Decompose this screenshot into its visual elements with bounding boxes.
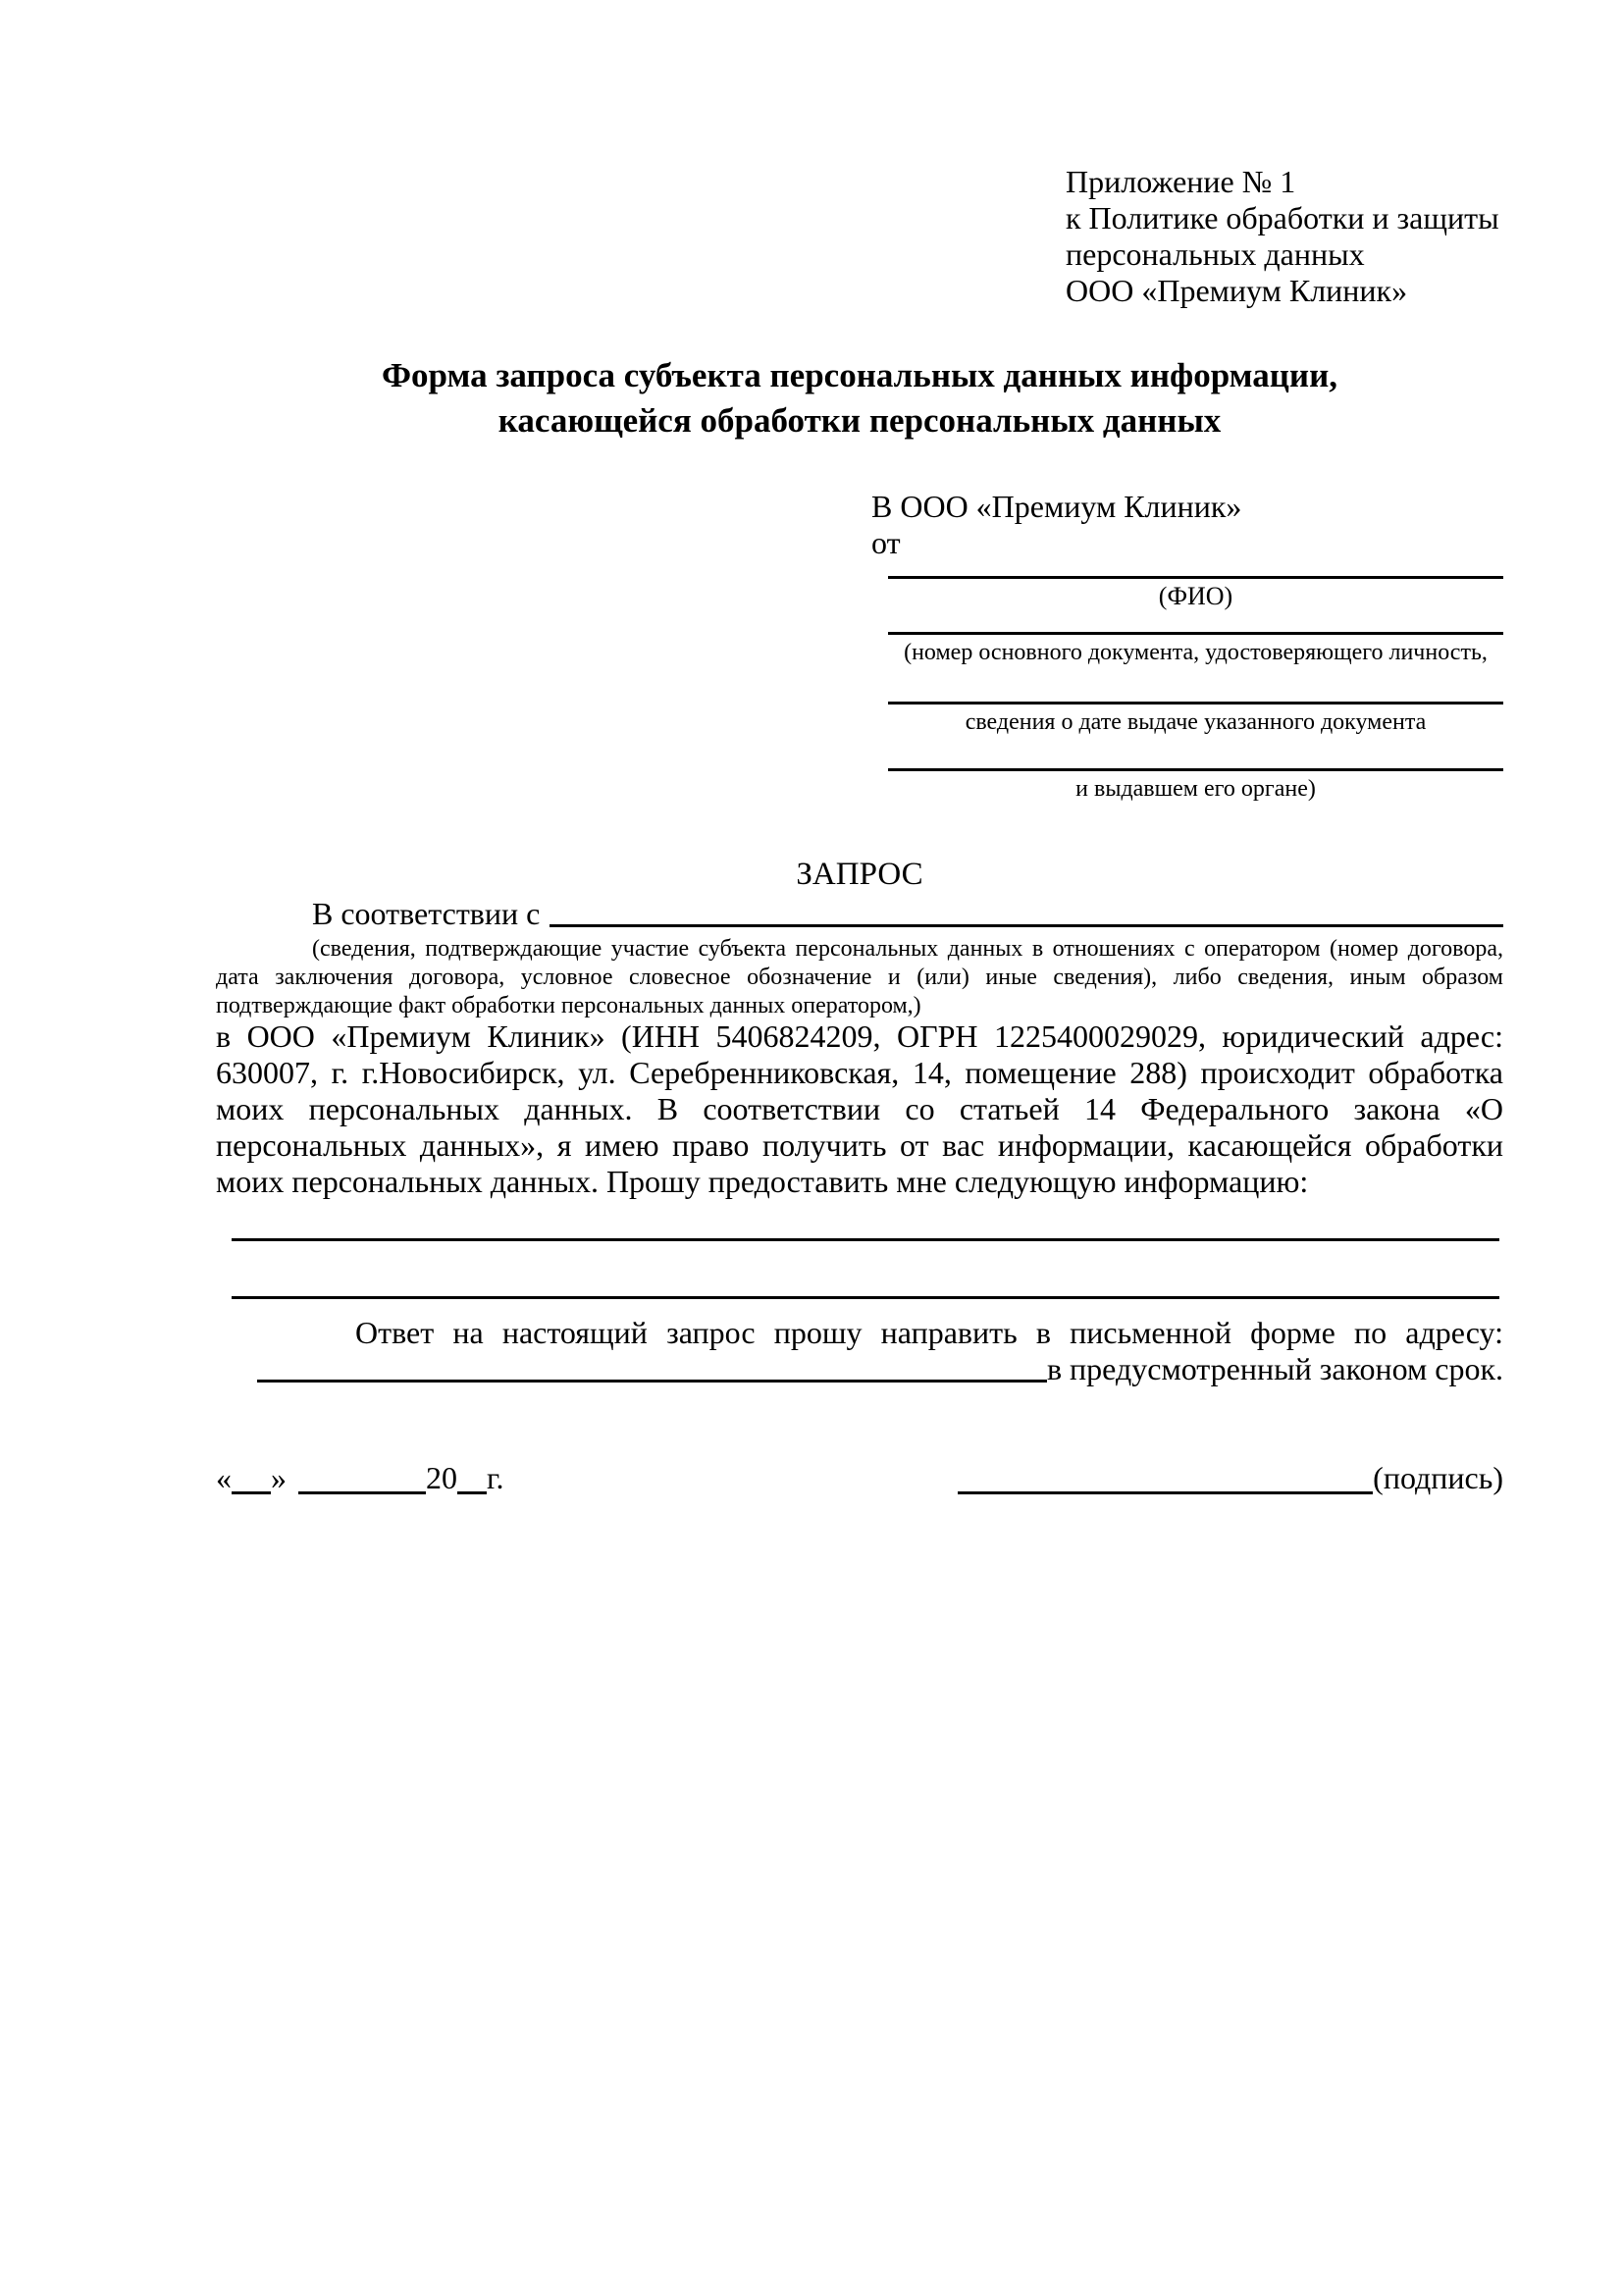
issue-date-caption: сведения о дате выдаче указанного документа	[965, 709, 1427, 735]
info-blank-line-1	[232, 1224, 1499, 1241]
recipient-to: В ООО «Премиум Клиник»	[871, 489, 1242, 524]
basis-row	[216, 895, 1503, 932]
appendix-line: Приложение № 1	[1066, 164, 1296, 199]
reply-suffix: в предусмотренный законом срок.	[1046, 1351, 1503, 1386]
form-title-line: касающейся обработки персональных данных	[497, 401, 1222, 440]
appendix-line: к Политике обработки и защиты	[1066, 200, 1499, 235]
basis-footnote: (сведения, подтверждающие участие субъекта персональных данных в отношениях с оператором (номер договора, дата заключения договора, условное словесное обозначение и (или) иные сведения), либо сведения, иным образом подтверждающие факт обработки персональных данных оператором,)	[216, 936, 1503, 1018]
request-body: в ООО «Премиум Клиник» (ИНН 5406824209, ОГРН 1225400029029, юридический адрес: 630007, г. г.Новосибирск, ул. Серебренниковская, 14, помещение 288) происходит обработка моих персональных данных. В соответствии со статьей 14 Федерального закона «О персональных данных», я имею право получить от вас информации, касающейся обработки моих персональных данных. Прошу предоставить мне следующую информацию:	[216, 1018, 1503, 1199]
document-number-blank-line	[888, 617, 1503, 635]
signature-blank-line	[958, 1491, 1373, 1494]
fio-caption: (ФИО)	[1158, 582, 1233, 610]
basis-label: В соответствии с	[312, 896, 541, 931]
year-label: 20	[426, 1460, 457, 1495]
document-number-caption: (номер основного документа, удостоверяющего личность,	[904, 640, 1488, 665]
year-suffix: г.	[487, 1460, 504, 1495]
signature-caption: (подпись)	[1373, 1460, 1503, 1495]
footer-row	[216, 1459, 1503, 1496]
appendix-line: ООО «Премиум Клиник»	[1066, 273, 1408, 308]
issuing-authority-caption: и выдавшем его органе)	[1075, 776, 1316, 802]
form-title	[216, 353, 1503, 444]
signature-field	[958, 1459, 1503, 1496]
date-month-blank	[298, 1491, 426, 1494]
reply-address-row	[257, 1350, 1503, 1387]
address-blank-line	[257, 1350, 1047, 1383]
appendix-line: персональных данных	[1066, 236, 1365, 272]
request-heading: ЗАПРОС	[796, 857, 923, 892]
date-year-blank	[457, 1491, 487, 1494]
basis-blank-line	[550, 895, 1503, 927]
quote-open: «	[216, 1460, 232, 1495]
info-blank-line-2	[232, 1281, 1499, 1299]
fio-blank-line	[888, 561, 1503, 579]
recipient-from-label: от	[871, 525, 901, 560]
issue-date-blank-line	[888, 687, 1503, 704]
date-day-blank	[232, 1491, 271, 1494]
quote-close: »	[271, 1460, 287, 1495]
appendix-header	[1066, 164, 1499, 309]
issuing-authority-blank-line	[888, 754, 1503, 771]
date-field	[216, 1459, 504, 1496]
reply-intro: Ответ на настоящий запрос прошу направить в письменной форме по адресу:	[355, 1315, 1503, 1350]
form-title-line: Форма запроса субъекта персональных данных информации,	[381, 356, 1338, 394]
recipient-block	[871, 489, 1503, 804]
